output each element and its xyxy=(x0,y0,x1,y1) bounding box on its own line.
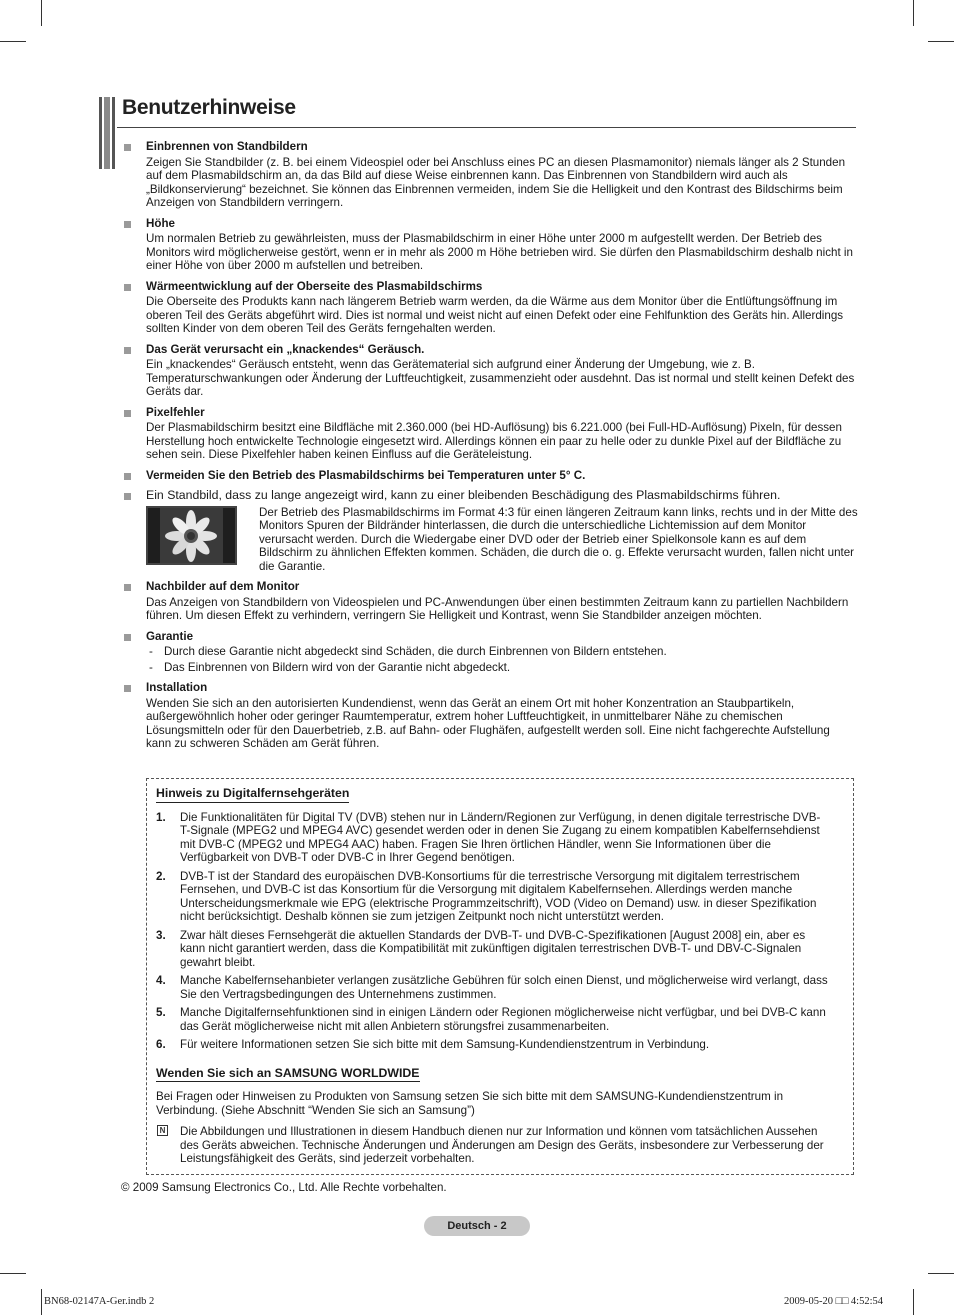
section-text: Zeigen Sie Standbilder (z. B. bei einem Videospiel oder bei Anschluss eines PC an diesen Plasmamonitor) niemals länger als 2 Stunden auf dem Plasmabildschirm an, da das Bild auf diese Weise einbrennen kann. Das Einbrennen von Standbildern wird auch als „Bildkonservierung“ bezeichnet. Sie können das Einbrennen vermeiden, indem Sie die Helligkeit und den Kontrast des Bildschirms beim Anzeigen von Standbildern verringern. xyxy=(146,155,846,209)
print-footer-right: 2009-05-20 □□ 4:52:54 xyxy=(784,1296,884,1307)
section-heading: Wärmeentwicklung auf der Oberseite des Plasmabildschirms xyxy=(146,279,483,293)
crop-mark xyxy=(41,1289,42,1315)
section-text: Der Plasmabildschirm besitzt eine Bildfläche mit 2.360.000 (bei HD-Auflösung) bis 6.221.000 (bei Full-HD-Auflösung) Pixeln, für dessen Herstellung hoch entwickelte Technologie eingesetzt wird. Allerdings können ein paar zu helle oder zu dunkle Pixel auf der Bildfläche zu sehen sein. Diese Pixelfehler haben keinen Einfluss auf die Geräteleistung. xyxy=(146,421,842,461)
crop-mark xyxy=(913,1289,914,1315)
list-item: 6. Für weitere Informationen setzen Sie sich bitte mit dem Samsung-Kundendienstzentrum in Verbindung. xyxy=(156,1038,710,1051)
digital-tv-list xyxy=(156,811,829,1052)
crop-mark xyxy=(0,1273,26,1274)
section-temperatur xyxy=(120,469,858,483)
section-text: Ein Standbild, dass zu lange angezeigt wird, kann zu einer bleibenden Beschädigung des Plasmabildschirms führen. xyxy=(146,488,781,502)
list-item: - Das Einbrennen von Bildern wird von der Garantie nicht abgedeckt. xyxy=(149,660,511,674)
section-text: Um normalen Betrieb zu gewährleisten, muss der Plasmabildschirm in einer Höhe unter 2000 m aufgestellt werden. Der Betrieb des Monitors wird möglicherweise gestört, wenn er in mehr als 2000 m Höhe betrieben wird. Sie dürfen den Plasmabildschirm deshalb nicht in einer Höhe von über 2000 m aufstellen und betreiben. xyxy=(146,232,853,272)
square-bullet-icon xyxy=(124,221,131,228)
section-text: Ein „knackendes“ Geräusch entsteht, wenn das Gerätematerial sich aufgrund einer Änderung der Umgebung, wie z. B. Temperaturschwankungen oder Änderung der Luftfeuchtigkeit, zusammenzieht oder ausdehnt. Das ist normal und stellt keinen Defekt des Geräts dar. xyxy=(146,358,855,398)
note-icon: N xyxy=(157,1125,168,1136)
square-bullet-icon xyxy=(124,410,131,417)
crop-mark xyxy=(913,0,914,26)
note xyxy=(156,1125,829,1166)
crop-mark xyxy=(928,41,954,42)
print-footer-left: BN68-02147A-Ger.indb 2 xyxy=(44,1296,155,1307)
section-heading: Vermeiden Sie den Betrieb des Plasmabildschirms bei Temperaturen unter 5° C. xyxy=(146,468,586,482)
section-text: Die Oberseite des Produkts kann nach längerem Betrieb warm werden, da die Wärme aus dem Monitor über die Entlüftungsöffnung im oberen Teil des Geräts abgeführt wird. Dies ist normal und weist nicht auf einen Defekt oder eine Fehlfunktion des Geräts hin. Allerdings sollten Kinder von dem oberen Teil des Geräts ferngehalten werden. xyxy=(146,295,844,335)
copyright-text: © 2009 Samsung Electronics Co., Ltd. Alle Rechte vorbehalten. xyxy=(121,1181,447,1194)
section-heading: Garantie xyxy=(146,629,194,643)
section-heading: Einbrennen von Standbildern xyxy=(146,140,308,153)
section-heading: Das Gerät verursacht ein „knackendes“ Geräusch. xyxy=(146,342,425,356)
note-text: Die Abbildungen und Illustrationen in diesem Handbuch dienen nur zur Information und können vom tatsächlichen Aussehen des Geräts abweichen. Technische Änderungen und Änderungen am Design des Geräts, insbesondere zur Verbesserung der Leistungsfähigkeit des Geräts, sind jederzeit vorbehalten. xyxy=(180,1125,824,1165)
burn-in-figure xyxy=(146,506,858,574)
section-waerme xyxy=(120,280,858,336)
page-number-badge: Deutsch - 2 xyxy=(424,1216,530,1236)
square-bullet-icon xyxy=(124,634,131,641)
section-installation xyxy=(120,681,858,751)
square-bullet-icon xyxy=(124,584,131,591)
box-heading: Wenden Sie sich an SAMSUNG WORLDWIDE xyxy=(156,1067,420,1083)
square-bullet-icon xyxy=(124,473,131,480)
main-content xyxy=(120,140,858,758)
list-item: 3. Zwar hält dieses Fernsehgerät die aktuellen Standards der DVB-T- und DVB-C-Spezifikationen [August 2008] ein, aber es kann nicht garantiert werden, dass die Kompatibilität mit zukünftigen digitalen terrestrischen DVB-T- und DBV-C-Signalen gewahrt bleibt. xyxy=(156,928,806,969)
section-garantie xyxy=(120,630,858,675)
section-einbrennen xyxy=(120,140,858,210)
digital-tv-notice-box xyxy=(146,778,854,1175)
section-heading: Pixelfehler xyxy=(146,405,205,419)
section-standbild xyxy=(120,489,858,573)
page-title: Benutzerhinweise xyxy=(122,96,296,119)
square-bullet-icon xyxy=(124,284,131,291)
section-text: Wenden Sie sich an den autorisierten Kundendienst, wenn das Gerät an einem Ort mit hoher Konzentration an Staubpartikeln, außergewöhnlich hoher oder geringer Raumtemperatur, extrem hoher Luftfeuchtigkeit, in unmittelbarer Nähe zu chemischen Lösungsmitteln oder für den Dauerbetrieb, z.B. auf Bahn- oder Flughäfen, aufgestellt werden soll. Eine nicht fachgerechte Aufstellung kann zu schweren Schäden am Gerät führen. xyxy=(146,696,830,750)
section-heading: Nachbilder auf dem Monitor xyxy=(146,580,300,593)
section-heading: Höhe xyxy=(146,216,175,230)
crop-mark xyxy=(41,0,42,26)
garantie-list xyxy=(146,645,858,674)
list-item: 1. Die Funktionalitäten für Digital TV (DVB) stehen nur in Ländern/Regionen zur Verfügung, in denen digitale terrestrische DVB-T-Signale (MPEG2 und MPEG4 AVC) gesendet werden oder in denen Sie Zugang zu einem kompatiblen Kabelfernsehdienst mit DVB-C (MPEG2 und MPEG4 AAC) haben. Fragen Sie Ihren örtlichen Händler, wenn Sie Informationen über die Verfügbarkeit von DVB-T oder DVB-C in Ihrer Gegend benötigen. xyxy=(156,810,821,864)
flower-image xyxy=(146,506,237,565)
contact-text: Bei Fragen oder Hinweisen zu Produkten von Samsung setzen Sie sich bitte mit dem SAMSUNG-Kundendienstzentrum in Verbindung. (Siehe Abschnitt “Wenden Sie sich an Samsung”) xyxy=(156,1090,784,1117)
list-item: 4. Manche Kabelfernsehanbieter verlangen zusätzliche Gebühren für solch einen Dienst, und möglicherweise wird verlangt, dass Sie den Vertragsbedingungen des Unternehmens zustimmen. xyxy=(156,974,828,1001)
title-divider xyxy=(117,127,856,128)
list-item: - Durch diese Garantie nicht abgedeckt sind Schäden, die durch Einbrennen von Bildern entstehen. xyxy=(149,645,667,658)
section-hoehe xyxy=(120,217,858,273)
square-bullet-icon xyxy=(124,347,131,354)
section-nachbilder xyxy=(120,580,858,623)
figure-caption: Der Betrieb des Plasmabildschirms im Format 4:3 für einen längeren Zeitraum kann links, rechts und in der Mitte des Monitors Spuren der Bildränder hinterlassen, die durch die unterschiedliche Lichtemission auf dem Monitor verursacht werden. Durch die Wiedergabe einer DVD oder der Betrieb einer Spielkonsole kann es auf dem Bildschirm zu ähnlichen Effekten kommen. Schäden, die durch die o. g. Effekte verursacht wurden, fallen nicht unter die Garantie. xyxy=(259,505,858,573)
list-item: 5. Manche Digitalfernsehfunktionen sind in einigen Ländern oder Regionen möglicherweise nicht verfügbar, und bei DVB-C kann das Gerät möglicherweise nicht mit allen Anbietern störungsfrei zusammenarbeiten. xyxy=(156,1006,826,1033)
section-knacken xyxy=(120,343,858,399)
crop-mark xyxy=(0,41,26,42)
section-text: Das Anzeigen von Standbildern von Videospielen und PC-Anwendungen über einen bestimmten Zeitraum kann zu partiellen Nachbildern führen. Um diesen Effekt zu verhindern, verringern Sie Helligkeit und Kontrast, wenn Sie Standbilder anzeigen möchten. xyxy=(146,595,849,622)
crop-mark xyxy=(928,1273,954,1274)
box-heading: Hinweis zu Digitalfernsehgeräten xyxy=(156,787,349,803)
section-pixelfehler xyxy=(120,406,858,462)
section-heading: Installation xyxy=(146,681,208,694)
square-bullet-icon xyxy=(124,493,131,500)
list-item: 2. DVB-T ist der Standard des europäischen DVB-Konsortiums für die terrestrische Versorgung mit digitalem terrestrischem Fernsehen, und DVB-C ist das Konsortium für die Versorgung mit digitalem Kabelfernsehen. Allerdings werden manche Unterscheidungsmerkmale wie EPG (elektrische Programmzeitschrift), VOD (Video on Demand) usw. in dieser Spezifikation nicht berücksichtigt. Deshalb können sie zum jetzigen Zeitpunkt noch nicht unterstützt werden. xyxy=(156,869,817,923)
square-bullet-icon xyxy=(124,685,131,692)
square-bullet-icon xyxy=(124,144,131,151)
